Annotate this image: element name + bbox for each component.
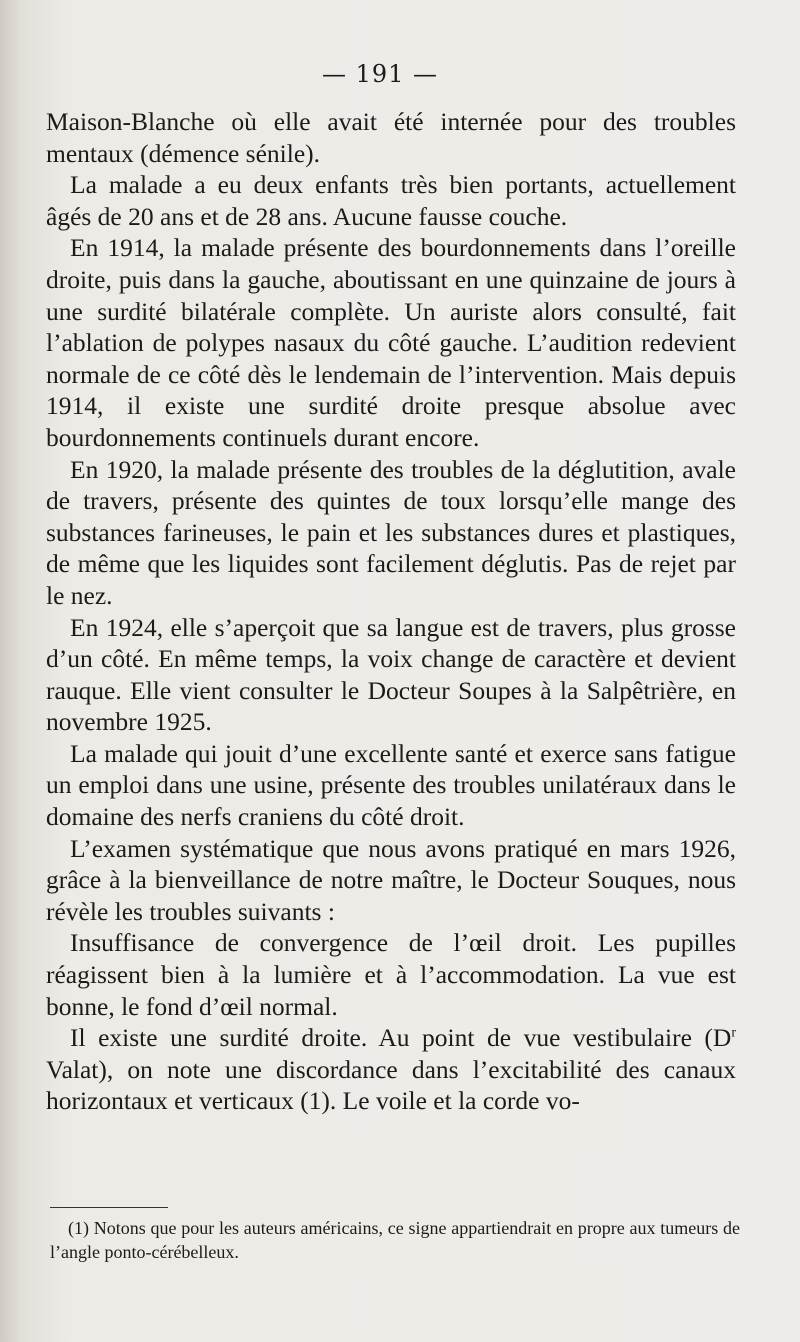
footnote — [50, 1216, 740, 1264]
paragraph-9-end: Valat), on note une discordance dans l’excitabilité des canaux horizontaux et verticaux (1). Le voile et la corde vo- — [46, 1054, 736, 1116]
paragraph-9 — [46, 1022, 736, 1117]
paragraph-2: La malade a eu deux enfants très bien portants, actuellement âgés de 20 ans et de 28 ans. Aucune fausse couche. — [46, 170, 736, 231]
body-text — [46, 106, 736, 1117]
footnote-separator — [50, 1207, 168, 1208]
page-number: — 191 — — [321, 60, 439, 88]
footnote-text: (1) Notons que pour les auteurs américains, ce signe appartiendrait en propre aux tumeurs de l’angle ponto-cérébelleux. — [50, 1218, 740, 1262]
paragraph-9-start: Il existe une surdité droite. Au point de vue vestibulaire (D — [70, 1023, 732, 1053]
paragraph-8: Insuffisance de convergence de l’œil droit. Les pupilles réagissent bien à la lumière et à l’accommodation. La vue est bonne, le fond d’œil normal. — [46, 928, 736, 1021]
paragraph-6: La malade qui jouit d’une excellente santé et exerce sans fatigue un emploi dans une usine, présente des troubles unilatéraux dans le domaine des nerfs craniens du côté droit. — [46, 738, 736, 832]
paragraph-1: Maison-Blanche où elle avait été internée pour des troubles mentaux (démence sénile). — [46, 107, 736, 168]
paragraph-4: En 1920, la malade présente des troubles de la déglutition, avale de travers, présente des quintes de toux lorsqu’elle mange des substances farineuses, le pain et les substances dures et plastiques, de même que les liquides sont facilement déglutis. Pas de rejet par le nez. — [46, 454, 736, 610]
paragraph-7: L’examen systématique que nous avons pratiqué en mars 1926, grâce à la bienveillance de notre maître, le Docteur Souques, nous révèle les troubles suivants : — [46, 833, 736, 926]
paragraph-5: En 1924, elle s’aperçoit que sa langue est de travers, plus grosse d’un côté. En même temps, la voix change de caractère et devient rauque. Elle vient consulter le Docteur Soupes à la Salpêtrière, en novembre 1925. — [46, 612, 736, 737]
doctor-abbrev-sup: r — [731, 1025, 736, 1041]
paragraph-3: En 1914, la malade présente des bourdonnements dans l’oreille droite, puis dans la gauche, aboutissant en une quinzaine de jours à une surdité bilatérale complète. Un auriste alors consulté, fait l’ablation de polypes nasaux du côté gauche. L’audition redevient normale de ce côté dès le lendemain de l’intervention. Mais depuis 1914, il existe une surdité droite presque absolue avec bourdonnements continuels durant encore. — [46, 233, 736, 452]
